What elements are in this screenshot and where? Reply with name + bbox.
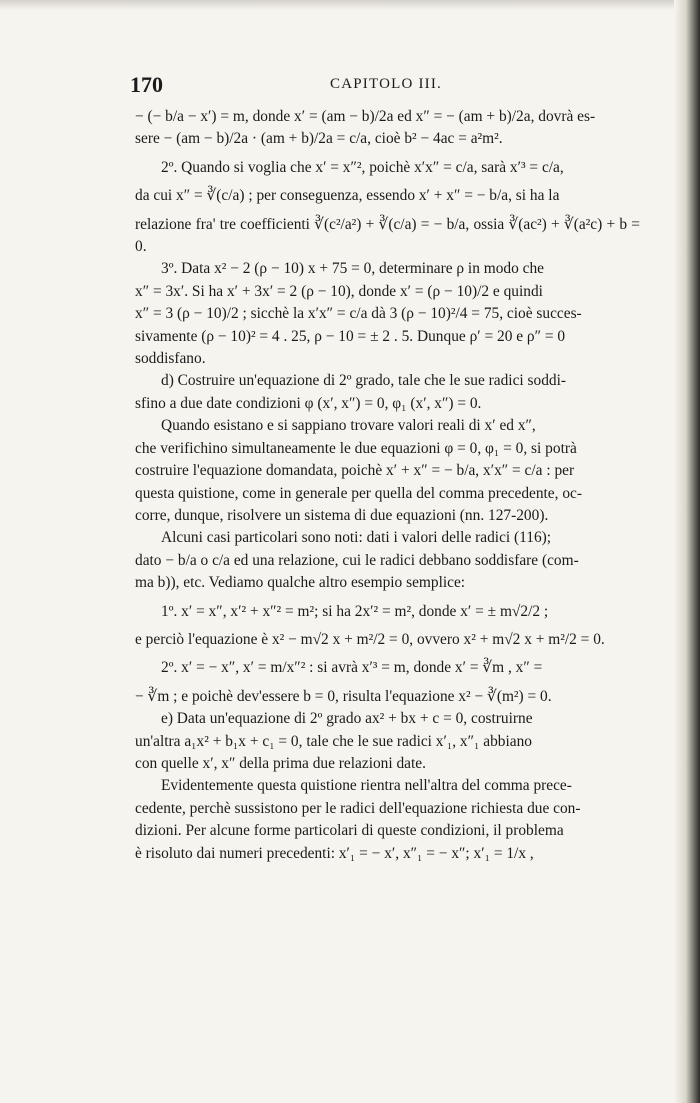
text-line: un'altra a₁x² + b₁x + c₁ = 0, tale che le sue radici x′₁, x″₁ abbiano: [135, 732, 532, 750]
text-line: sfino a due date condizioni φ (x′, x″) = 0, φ₁ (x′, x″) = 0.: [135, 394, 482, 412]
text-line: 2º. Quando si voglia che x′ = x″², poichè x′x″ = c/a, sarà x′³ = c/a,: [161, 158, 564, 176]
text-line: 1º. x′ = x″, x′² + x″² = m²; si ha 2x′² = m², donde x′ = ± m√2/2 ;: [161, 602, 549, 620]
text-line: Quando esistano e si sappiano trovare valori reali di x′ ed x″,: [161, 417, 536, 435]
text-line: questa quistione, come in generale per quella del comma precedente, oc-: [135, 484, 582, 502]
text-line: da cui x″ = ∛(c/a) ; per conseguenza, essendo x′ + x″ = − b/a, si ha la: [135, 187, 560, 205]
text-line: Evidentemente questa quistione rientra nell'altra del comma prece-: [161, 777, 572, 795]
body-text: [135, 106, 640, 865]
text-line: relazione fra' tre coefficienti ∛(c²/a²) + ∛(c/a) = − b/a, ossia ∛(ac²) + ∛(a²c) + b = 0.: [135, 215, 640, 256]
text-line: − (− b/a − x′) = m, donde x′ = (am − b)/2a ed x″ = − (am + b)/2a, dovrà es-: [135, 108, 596, 125]
text-line: 2º. x′ = − x″, x′ = m/x″² : si avrà x′³ = m, donde x′ = ∛m , x″ =: [161, 659, 543, 677]
page-binding-edge: [674, 0, 700, 1103]
text-line: che verifichino simultaneamente le due equazioni φ = 0, φ₁ = 0, si potrà: [135, 439, 577, 457]
text-line: corre, dunque, risolvere un sistema di due equazioni (nn. 127-200).: [135, 506, 549, 524]
text-line: − ∛m ; e poichè dev'essere b = 0, risulta l'equazione x² − ∛(m²) = 0.: [135, 687, 552, 705]
text-line: d) Costruire un'equazione di 2º grado, tale che le sue radici soddi-: [161, 372, 567, 390]
text-line: e perciò l'equazione è x² − m√2 x + m²/2 = 0, ovvero x² + m√2 x + m²/2 = 0.: [135, 630, 605, 648]
text-line: con quelle x′, x″ della prima due relazioni date.: [135, 754, 426, 772]
text-line: Alcuni casi particolari sono noti: dati i valori delle radici (116);: [161, 529, 552, 547]
page-header: [130, 72, 642, 100]
page-number: 170: [130, 72, 163, 97]
text-line: soddisfano.: [135, 350, 206, 368]
text-line: costruire l'equazione domandata, poichè x′ + x″ = − b/a, x′x″ = c/a : per: [135, 462, 575, 480]
text-line: x″ = 3x′. Si ha x′ + 3x′ = 2 (ρ − 10), donde x′ = (ρ − 10)/2 e quindi: [135, 282, 543, 300]
text-line: dato − b/a o c/a ed una relazione, cui le radici debbano soddisfare (com-: [135, 551, 579, 569]
text-line: è risoluto dai numeri precedenti: x′₁ = − x′, x″₁ = − x″; x′₁ = 1/x ,: [135, 844, 534, 862]
text-line: e) Data un'equazione di 2º grado ax² + bx + c = 0, costruirne: [161, 710, 533, 728]
text-line: sere − (am − b)/2a · (am + b)/2a = c/a, cioè b² − 4ac = a²m².: [135, 130, 503, 148]
running-title: CAPITOLO III.: [330, 76, 442, 92]
page-top-shadow: [0, 0, 700, 10]
text-line: cedente, perchè sussistono per le radici dell'equazione richiesta due con-: [135, 799, 581, 817]
text-line: ma b)), etc. Vediamo qualche altro esempio semplice:: [135, 574, 466, 592]
text-line: dizioni. Per alcune forme particolari di queste condizioni, il problema: [135, 822, 564, 840]
text-line: 3º. Data x² − 2 (ρ − 10) x + 75 = 0, determinare ρ in modo che: [161, 260, 545, 278]
text-line: x″ = 3 (ρ − 10)/2 ; sicchè la x′x″ = c/a dà 3 (ρ − 10)²/4 = 75, cioè succes-: [135, 305, 582, 323]
text-line: sivamente (ρ − 10)² = 4 . 25, ρ − 10 = ± 2 . 5. Dunque ρ′ = 20 e ρ″ = 0: [135, 327, 566, 345]
